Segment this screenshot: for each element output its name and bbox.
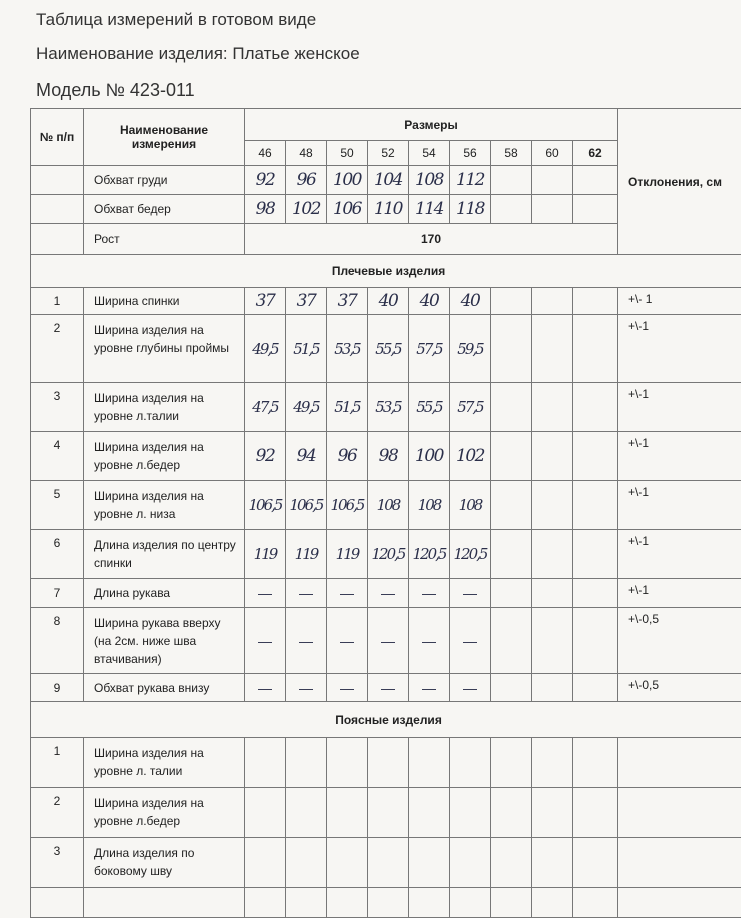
header-sizes: Размеры	[245, 109, 618, 141]
measurement-table	[30, 108, 741, 918]
empty-cell	[491, 579, 532, 608]
value-cell: 100	[409, 432, 450, 481]
empty-cell	[491, 166, 532, 195]
empty-cell	[491, 195, 532, 224]
empty-cell	[368, 888, 409, 918]
empty-cell	[31, 166, 84, 195]
empty-cell	[245, 888, 286, 918]
empty-cell	[573, 530, 618, 579]
dash-cell: —	[245, 674, 286, 702]
deviation-cell: +\-0,5	[618, 674, 741, 702]
size-header: 46	[245, 141, 286, 166]
section-waist-garments: Поясные изделия	[31, 702, 741, 738]
empty-cell	[286, 888, 327, 918]
empty-cell	[84, 888, 245, 918]
dash-cell: —	[327, 674, 368, 702]
empty-cell	[491, 608, 532, 674]
row-number: 9	[31, 674, 84, 702]
value-cell: 120,5	[450, 530, 491, 579]
empty-cell	[532, 166, 573, 195]
empty-cell	[532, 288, 573, 315]
deviation-cell: +\-0,5	[618, 608, 741, 674]
value-cell: 119	[245, 530, 286, 579]
row-number: 1	[31, 738, 84, 788]
row-number: 6	[31, 530, 84, 579]
empty-cell	[327, 788, 368, 838]
empty-cell	[286, 738, 327, 788]
empty-cell	[31, 888, 84, 918]
empty-cell	[409, 788, 450, 838]
empty-cell	[618, 838, 741, 888]
value-cell: 96	[327, 432, 368, 481]
value-cell: 55,5	[368, 315, 409, 383]
value-cell: 92	[245, 166, 286, 195]
size-header: 60	[532, 141, 573, 166]
empty-cell	[368, 738, 409, 788]
measurement-label: Длина изделия по боковому шву	[84, 838, 245, 888]
value-cell: 40	[368, 288, 409, 315]
value-cell: 108	[409, 166, 450, 195]
empty-cell	[532, 579, 573, 608]
value-cell: 106,5	[286, 481, 327, 530]
value-cell: 59,5	[450, 315, 491, 383]
section-shoulder-garments: Плечевые изделия	[31, 255, 741, 288]
dash-cell: —	[368, 674, 409, 702]
value-cell: 98	[245, 195, 286, 224]
size-header: 48	[286, 141, 327, 166]
value-cell: 106,5	[245, 481, 286, 530]
empty-cell	[532, 315, 573, 383]
header-measurement-name: Наименование измерения	[84, 109, 245, 166]
value-cell: 57,5	[450, 383, 491, 432]
empty-cell	[532, 432, 573, 481]
empty-cell	[491, 288, 532, 315]
value-cell: 104	[368, 166, 409, 195]
measurement-label: Длина изделия по центру спинки	[84, 530, 245, 579]
deviation-cell: +\-1	[618, 530, 741, 579]
dash-cell: —	[450, 674, 491, 702]
empty-cell	[409, 838, 450, 888]
deviation-cell: +\-1	[618, 432, 741, 481]
value-cell: 53,5	[368, 383, 409, 432]
dash-cell: —	[245, 608, 286, 674]
value-cell: 37	[286, 288, 327, 315]
measurement-label: Ширина изделия на уровне л. низа	[84, 481, 245, 530]
dash-cell: —	[368, 608, 409, 674]
empty-cell	[618, 888, 741, 918]
dash-cell: —	[327, 579, 368, 608]
measurement-label: Ширина изделия на уровне л.бедер	[84, 432, 245, 481]
value-cell: 102	[286, 195, 327, 224]
value-cell: 49,5	[286, 383, 327, 432]
empty-cell	[450, 838, 491, 888]
empty-cell	[409, 738, 450, 788]
empty-cell	[573, 383, 618, 432]
empty-cell	[573, 579, 618, 608]
value-cell: 108	[450, 481, 491, 530]
empty-cell	[573, 838, 618, 888]
size-header: 52	[368, 141, 409, 166]
empty-cell	[491, 530, 532, 579]
value-cell: 100	[327, 166, 368, 195]
value-cell: 40	[450, 288, 491, 315]
model-number: Модель № 423-011	[36, 80, 195, 101]
empty-cell	[245, 738, 286, 788]
empty-cell	[327, 838, 368, 888]
empty-cell	[532, 383, 573, 432]
value-cell: 106,5	[327, 481, 368, 530]
empty-cell	[327, 738, 368, 788]
measurement-label: Ширина изделия на уровне л.талии	[84, 383, 245, 432]
dash-cell: —	[327, 608, 368, 674]
empty-cell	[573, 788, 618, 838]
document-title: Таблица измерений в готовом виде	[36, 10, 316, 30]
empty-cell	[491, 888, 532, 918]
deviation-cell: +\- 1	[618, 288, 741, 315]
row-number: 4	[31, 432, 84, 481]
empty-cell	[573, 674, 618, 702]
dash-cell: —	[450, 608, 491, 674]
value-cell: 110	[368, 195, 409, 224]
value-cell: 49,5	[245, 315, 286, 383]
empty-cell	[491, 838, 532, 888]
value-cell: 119	[286, 530, 327, 579]
empty-cell	[573, 608, 618, 674]
empty-cell	[245, 838, 286, 888]
size-header: 50	[327, 141, 368, 166]
value-cell: 53,5	[327, 315, 368, 383]
empty-cell	[573, 315, 618, 383]
dash-cell: —	[286, 674, 327, 702]
empty-cell	[573, 888, 618, 918]
size-header: 56	[450, 141, 491, 166]
empty-cell	[245, 788, 286, 838]
value-cell: 40	[409, 288, 450, 315]
value-cell: 51,5	[327, 383, 368, 432]
size-header: 58	[491, 141, 532, 166]
row-number: 5	[31, 481, 84, 530]
empty-cell	[532, 738, 573, 788]
dash-cell: —	[286, 579, 327, 608]
value-cell: 102	[450, 432, 491, 481]
empty-cell	[532, 481, 573, 530]
empty-cell	[491, 738, 532, 788]
deviation-cell: +\-1	[618, 579, 741, 608]
dash-cell: —	[450, 579, 491, 608]
row-number: 2	[31, 315, 84, 383]
measurement-label: Ширина изделия на уровне л.бедер	[84, 788, 245, 838]
measurement-label: Ширина изделия на уровне л. талии	[84, 738, 245, 788]
empty-cell	[532, 674, 573, 702]
empty-cell	[491, 383, 532, 432]
header-deviations: Отклонения, см	[618, 109, 741, 255]
value-cell: 55,5	[409, 383, 450, 432]
empty-cell	[368, 838, 409, 888]
empty-cell	[573, 432, 618, 481]
value-cell: 108	[368, 481, 409, 530]
empty-cell	[491, 432, 532, 481]
dash-cell: —	[245, 579, 286, 608]
row-number: 3	[31, 383, 84, 432]
empty-cell	[450, 738, 491, 788]
empty-cell	[618, 788, 741, 838]
dash-cell: —	[286, 608, 327, 674]
value-cell: 92	[245, 432, 286, 481]
empty-cell	[573, 195, 618, 224]
row-number: 7	[31, 579, 84, 608]
value-cell: 96	[286, 166, 327, 195]
value-cell: 106	[327, 195, 368, 224]
empty-cell	[286, 788, 327, 838]
value-cell: 120,5	[368, 530, 409, 579]
value-cell: 114	[409, 195, 450, 224]
empty-cell	[532, 888, 573, 918]
empty-cell	[573, 166, 618, 195]
empty-cell	[31, 195, 84, 224]
empty-cell	[573, 288, 618, 315]
dash-cell: —	[409, 674, 450, 702]
measurement-label: Ширина рукава вверху (на 2см. ниже шва втачивания)	[84, 608, 245, 674]
empty-cell	[532, 838, 573, 888]
product-name: Наименование изделия: Платье женское	[36, 44, 360, 64]
dash-cell: —	[409, 579, 450, 608]
row-number: 2	[31, 788, 84, 838]
value-cell: 118	[450, 195, 491, 224]
value-cell: 51,5	[286, 315, 327, 383]
row-number: 3	[31, 838, 84, 888]
empty-cell	[532, 530, 573, 579]
measurement-label: Ширина изделия на уровне глубины проймы	[84, 315, 245, 383]
empty-cell	[491, 481, 532, 530]
deviation-cell: +\-1	[618, 481, 741, 530]
empty-cell	[532, 788, 573, 838]
measurement-label: Длина рукава	[84, 579, 245, 608]
row-number: 1	[31, 288, 84, 315]
value-cell: 47,5	[245, 383, 286, 432]
dash-cell: —	[368, 579, 409, 608]
dash-cell: —	[409, 608, 450, 674]
body-measurement-label: Обхват груди	[84, 166, 245, 195]
empty-cell	[450, 788, 491, 838]
empty-cell	[286, 838, 327, 888]
empty-cell	[409, 888, 450, 918]
empty-cell	[532, 608, 573, 674]
deviation-cell: +\-1	[618, 315, 741, 383]
row-number: 8	[31, 608, 84, 674]
empty-cell	[450, 888, 491, 918]
value-cell: 98	[368, 432, 409, 481]
empty-cell	[618, 738, 741, 788]
value-cell: 120,5	[409, 530, 450, 579]
header-num: № п/п	[31, 109, 84, 166]
measurement-label: Обхват рукава внизу	[84, 674, 245, 702]
empty-cell	[491, 788, 532, 838]
empty-cell	[491, 674, 532, 702]
height-value: 170	[245, 224, 618, 255]
height-label: Рост	[84, 224, 245, 255]
empty-cell	[491, 315, 532, 383]
value-cell: 119	[327, 530, 368, 579]
empty-cell	[573, 738, 618, 788]
value-cell: 37	[327, 288, 368, 315]
value-cell: 37	[245, 288, 286, 315]
empty-cell	[573, 481, 618, 530]
value-cell: 112	[450, 166, 491, 195]
value-cell: 57,5	[409, 315, 450, 383]
measurement-label: Ширина спинки	[84, 288, 245, 315]
empty-cell	[368, 788, 409, 838]
empty-cell	[31, 224, 84, 255]
deviation-cell: +\-1	[618, 383, 741, 432]
size-header: 62	[573, 141, 618, 166]
empty-cell	[327, 888, 368, 918]
body-measurement-label: Обхват бедер	[84, 195, 245, 224]
empty-cell	[532, 195, 573, 224]
size-header: 54	[409, 141, 450, 166]
value-cell: 94	[286, 432, 327, 481]
value-cell: 108	[409, 481, 450, 530]
